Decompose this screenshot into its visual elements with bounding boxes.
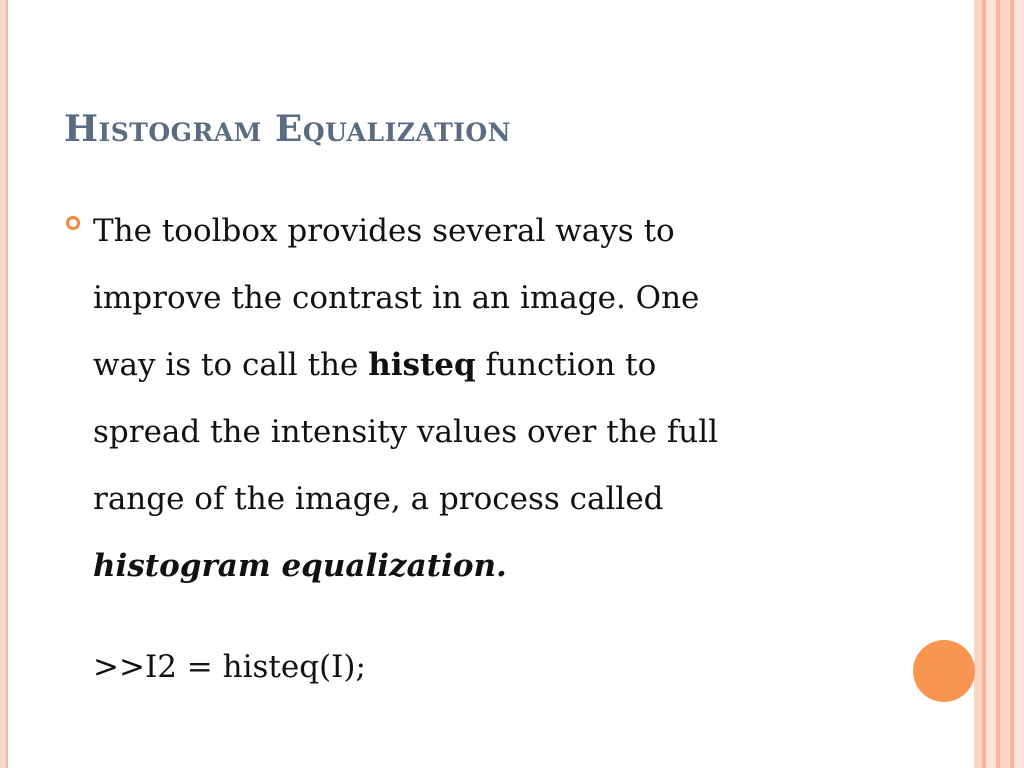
bullet-paragraph (93, 198, 873, 600)
paragraph-line: spread the intensity values over the full (93, 414, 719, 450)
orange-circle-decoration (913, 640, 975, 702)
paragraph-text: way is to call the (93, 347, 369, 383)
circle-bullet-icon (66, 216, 80, 230)
paragraph-line: The toolbox provides several ways to (93, 213, 675, 249)
right-stripes-decoration (974, 0, 1024, 768)
left-border-decoration (0, 0, 8, 768)
stripe (986, 0, 996, 768)
stripe (1014, 0, 1024, 768)
function-name: histeq (368, 347, 476, 383)
paragraph-line: improve the contrast in an image. One (93, 280, 700, 316)
paragraph-line: range of the image, a process called (93, 481, 664, 517)
paragraph-text: function to (475, 347, 657, 383)
stripe (1000, 0, 1010, 768)
emphasized-term: histogram equalization. (93, 548, 507, 584)
slide-title: Histogram Equalization (64, 108, 511, 150)
paragraph-line (93, 332, 873, 399)
stripe (974, 0, 982, 768)
code-example: >>I2 = histeq(I); (93, 649, 366, 685)
